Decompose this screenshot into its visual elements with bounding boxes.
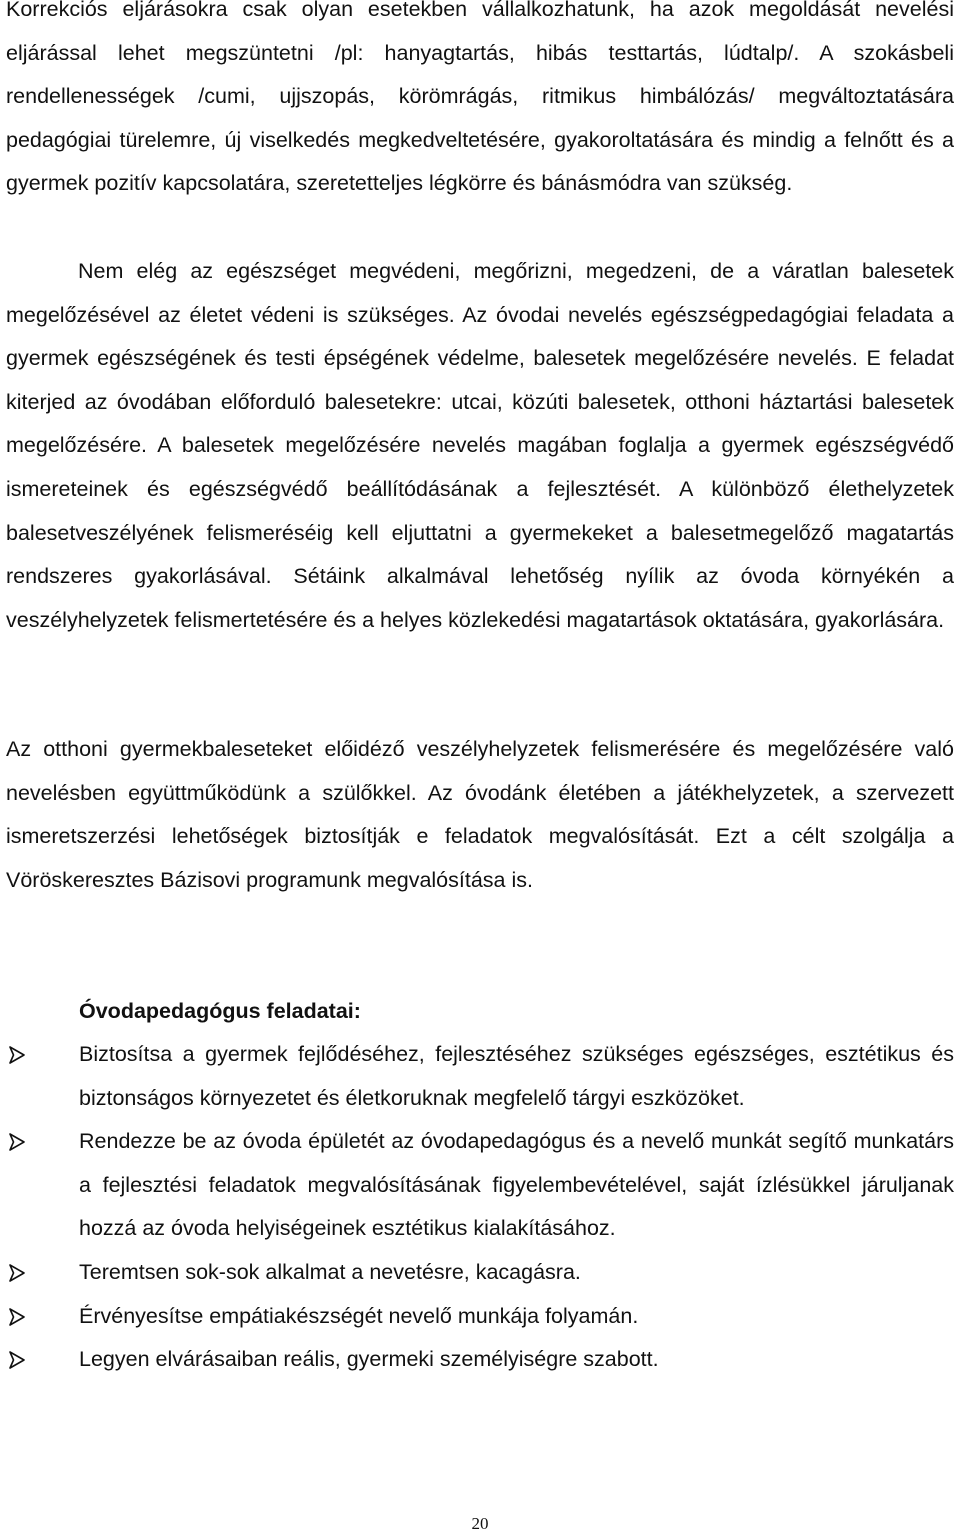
section-heading: Óvodapedagógus feladatai: — [79, 999, 361, 1023]
paragraph-correction: Korrekciós eljárásokra csak olyan esetekben vállalkozhatunk, ha azok megoldását nevelési eljárással lehet megszüntetni /pl: hanyagtartás, hibás testtartás, lúdtalp/. A szokásbeli rendellenességek /cumi, ujjszopás, körömrágás, ritmikus himbálózás/ megváltoztatására pedagógiai türelemre, új viselkedés megkedveltetésére, gyakoroltatására és mindig a felnőtt és a gyermek pozitív kapcsolatára, szeretetteljes légkörre és bánásmódra van szükség. — [6, 0, 954, 196]
list-item — [0, 1251, 960, 1295]
arrowhead-bullet-icon — [8, 1264, 26, 1282]
list-item-text: Biztosítsa a gyermek fejlődéséhez, fejlesztéséhez szükséges egészséges, esztétikus és biztonságos környezetet és életkoruknak megfelelő tárgyi eszközöket. — [79, 1042, 954, 1110]
list-item-text: Teremtsen sok-sok alkalmat a nevetésre, kacagásra. — [79, 1259, 581, 1284]
paragraph-home-accidents: Az otthoni gyermekbaleseteket előidéző veszélyhelyzetek felismerésére és megelőzésére való nevelésben együttműködünk a szülőkkel. Az óvodánk életében a játékhelyzetek, a szervezett ismeretszerzési lehetőségek biztosítják e feladatok megvalósítását. Ezt a célt szolgálja a Vöröskeresztes Bázisovi programunk megvalósítása is. — [6, 737, 954, 892]
list-item-text: Rendezze be az óvoda épületét az óvodapedagógus és a nevelő munkát segítő munkatárs a fejlesztési feladatok megvalósításának figyelembevételével, saját ízlésükkel járuljanak hozzá az óvoda helyiségeinek esztétikus kialakításához. — [79, 1129, 954, 1241]
arrowhead-bullet-icon — [8, 1133, 26, 1151]
task-list — [0, 1033, 960, 1382]
list-item — [0, 1120, 960, 1251]
list-item-text: Legyen elvárásaiban reális, gyermeki személyiségre szabott. — [79, 1347, 659, 1372]
list-item-text: Érvényesítse empátiakészségét nevelő munkája folyamán. — [79, 1303, 639, 1328]
arrowhead-bullet-icon — [8, 1351, 26, 1369]
list-item — [0, 1295, 960, 1339]
paragraph-accident-prevention: Nem elég az egészséget megvédeni, megőrizni, megedzeni, de a váratlan balesetek megelőzésével az életet védeni is szükséges. Az óvodai nevelés egészségpedagógiai feladata a gyermek egészségének és testi épségének védelme, balesetek megelőzésére nevelés. E feladat kiterjed az óvodában előforduló balesetekre: utcai, közúti balesetek, otthoni háztartási balesetek megelőzésére. A balesetek megelőzésére nevelés magában foglalja a gyermek egészségvédő ismereteinek és egészségvédő beállítódásának a fejlesztését. A különböző élethelyzetek balesetveszélyének felismeréséig kell eljuttatni a gyermekeket a balesetmegelőző magatartás rendszeres gyakorlásával. Sétáink alkalmával lehetőség nyílik az óvoda környékén a veszélyhelyzetek felismertetésére és a helyes közlekedési magatartások oktatására, gyakorlására. — [6, 259, 954, 632]
list-item — [0, 1338, 960, 1382]
page-number: 20 — [471, 1514, 489, 1533]
list-item — [0, 1033, 960, 1120]
arrowhead-bullet-icon — [8, 1308, 26, 1326]
arrowhead-bullet-icon — [8, 1046, 26, 1064]
